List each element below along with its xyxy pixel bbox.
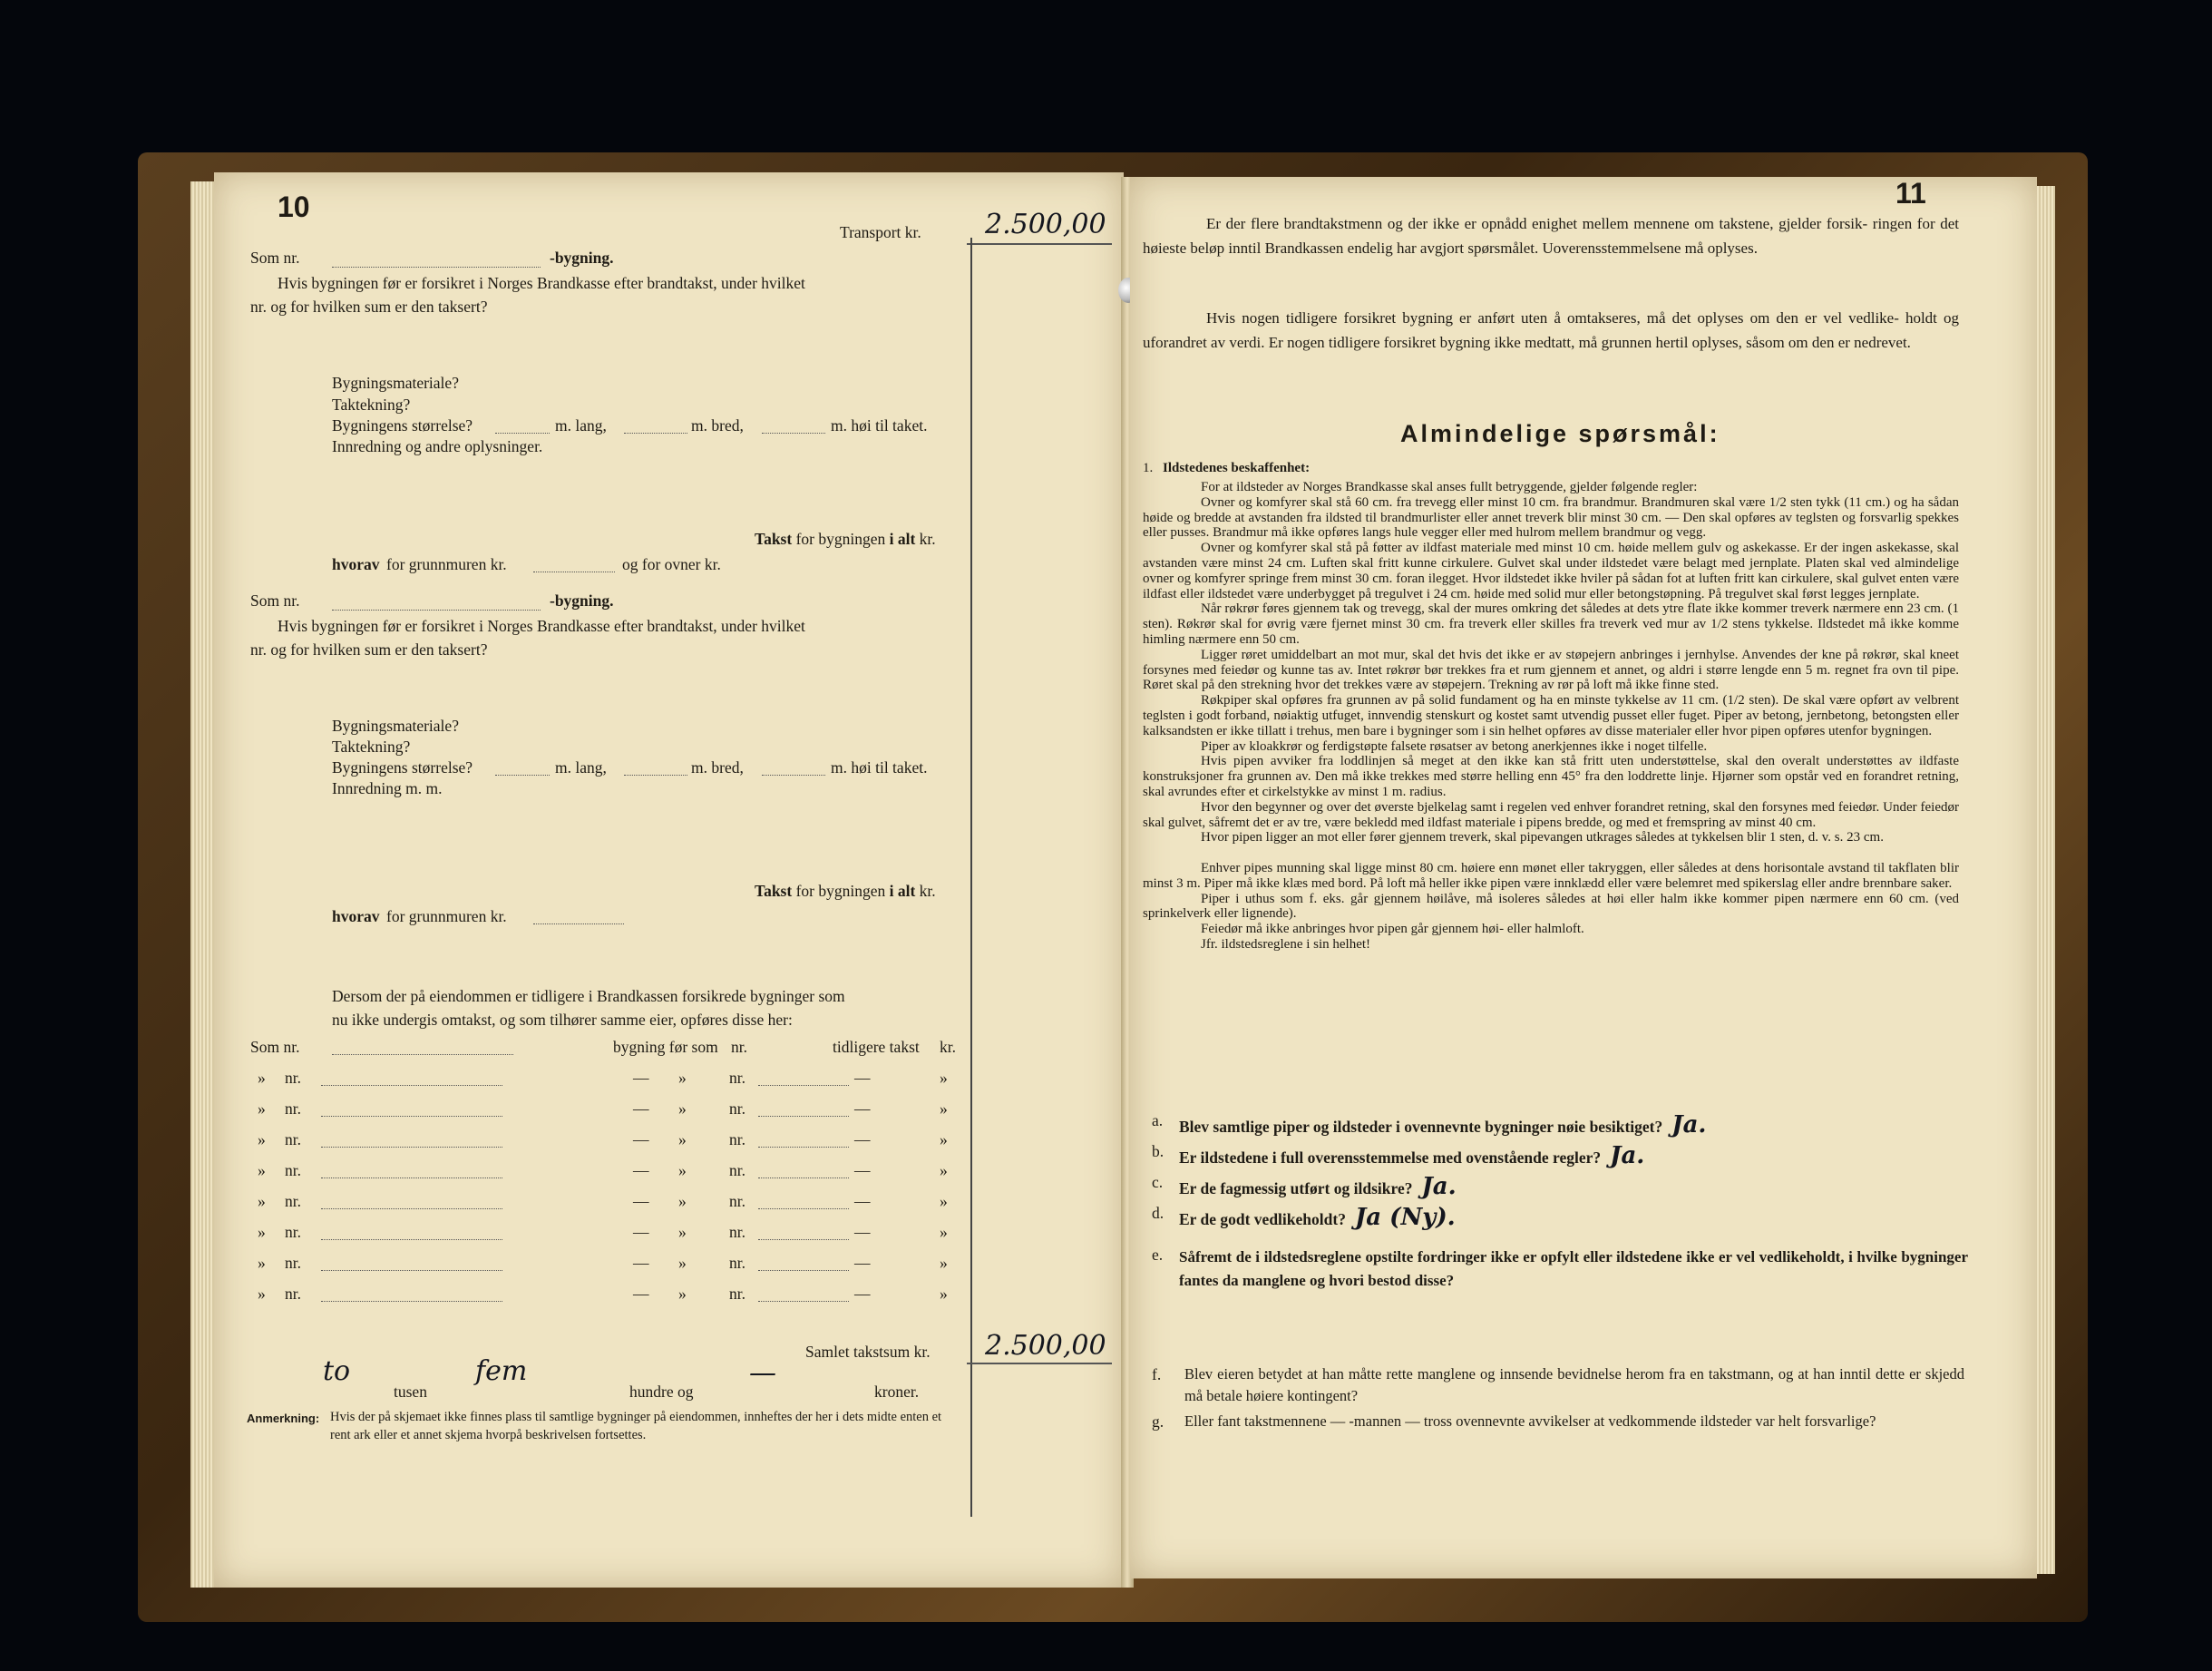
block1-bred-field bbox=[624, 433, 687, 434]
list-row-dash: — bbox=[633, 1130, 649, 1148]
block2-storrelse: Bygningens størrelse? bbox=[332, 758, 473, 777]
list-row-nr: nr. bbox=[285, 1069, 301, 1087]
list-row-field bbox=[758, 1270, 849, 1271]
question-text: Er ildstedene i full overensstemmelse med ovenstående regler? Ja. bbox=[1179, 1142, 1645, 1169]
block1-som-nr-field bbox=[332, 267, 541, 268]
list-row-quote2: » bbox=[678, 1130, 687, 1148]
list-row-nr2: nr. bbox=[729, 1130, 745, 1148]
left-page bbox=[214, 172, 1124, 1588]
list-head-kr: kr. bbox=[940, 1038, 956, 1056]
samlet-underline bbox=[967, 1363, 1112, 1364]
list-row-quote: » bbox=[258, 1130, 266, 1148]
list-row-field bbox=[321, 1147, 502, 1148]
list-row-field bbox=[758, 1085, 849, 1086]
block2-lang: m. lang, bbox=[555, 758, 607, 777]
list-row-nr: nr. bbox=[285, 1223, 301, 1241]
list-row-dash: — bbox=[633, 1223, 649, 1241]
block1-ovner: og for ovner kr. bbox=[622, 555, 721, 573]
list-row-quote: » bbox=[258, 1069, 266, 1087]
list-row-quote3: » bbox=[940, 1161, 948, 1179]
block1-lang-field bbox=[495, 433, 550, 434]
list-row-quote2: » bbox=[678, 1069, 687, 1087]
list-row-nr: nr. bbox=[285, 1161, 301, 1179]
list-row-dash2: — bbox=[854, 1192, 871, 1210]
right-page-number: 11 bbox=[1895, 177, 1926, 210]
list-row-field bbox=[758, 1116, 849, 1117]
list-row-nr2: nr. bbox=[729, 1254, 745, 1272]
list-head-som-field bbox=[332, 1054, 513, 1055]
block2-hoi-field bbox=[762, 775, 825, 776]
block2-grunnmuren-field bbox=[533, 923, 624, 924]
list-row-dash: — bbox=[633, 1285, 649, 1303]
list-row-quote2: » bbox=[678, 1254, 687, 1272]
list-row-dash: — bbox=[633, 1192, 649, 1210]
words-tusen: tusen bbox=[394, 1383, 427, 1401]
rule-paragraph: Piper i uthus som f. eks. går gjennem høilåve, må isoleres således at høi eller halm ikke kommer pipen nærmere enn 60 cm. (ved sprinkelverk eller lignende). bbox=[1143, 891, 1959, 922]
list-row-quote2: » bbox=[678, 1285, 687, 1303]
list-row-dash2: — bbox=[854, 1069, 871, 1087]
question-text: Blev samtlige piper og ildsteder i ovennevnte bygninger nøie besiktiget? Ja. bbox=[1179, 1111, 1707, 1138]
words-hundre-og: hundre og bbox=[629, 1383, 694, 1401]
list-row-nr: nr. bbox=[285, 1254, 301, 1272]
rule-paragraph: Piper av kloakkrør og ferdigstøpte falsete røsatser av betong anerkjennes ikke i noget tilfelle. bbox=[1201, 738, 1708, 754]
words-fem: fem bbox=[475, 1355, 528, 1387]
block2-bygning: -bygning. bbox=[550, 591, 614, 610]
list-row-field bbox=[758, 1147, 849, 1148]
left-page-edge bbox=[190, 181, 216, 1588]
block2-bred: m. bred, bbox=[691, 758, 744, 777]
question-f-text: Blev eieren betydet at han måtte rette manglene og innsende bevidnelse herom fra en takstmann, og at han inntil dette er skjedd må betale høiere kontingent? bbox=[1184, 1365, 1964, 1404]
block1-hoi-field bbox=[762, 433, 825, 434]
block2-bred-field bbox=[624, 775, 687, 776]
list-row-quote: » bbox=[258, 1285, 266, 1303]
question-letter: b. bbox=[1152, 1142, 1164, 1160]
list-row-quote: » bbox=[258, 1192, 266, 1210]
samlet-label: Samlet takstsum kr. bbox=[805, 1343, 931, 1361]
list-row-quote2: » bbox=[678, 1223, 687, 1241]
list-row-quote3: » bbox=[940, 1223, 948, 1241]
rule-paragraph: Hvor den begynner og over det øverste bjelkelag samt i regelen ved enhver forandret retning, skal den forsynes med feiedør. Under feiedør skal gulvet, såfremt det er av tre, være bekledd med ildfast materiale i pipens bredde, og med et fremspring av minst 40 cm. bbox=[1143, 799, 1959, 830]
list-row-nr2: nr. bbox=[729, 1285, 745, 1303]
block1-takst-kr: kr. bbox=[919, 530, 936, 548]
transport-underline bbox=[967, 243, 1112, 245]
anmerkning-line2: rent ark eller et annet skjema hvorpå beskrivelsen fortsettes. bbox=[330, 1428, 647, 1442]
block1-som-nr: Som nr. bbox=[250, 249, 300, 267]
list-row-quote: » bbox=[258, 1254, 266, 1272]
list-row-quote: » bbox=[258, 1161, 266, 1179]
words-kroner: kroner. bbox=[874, 1383, 920, 1401]
block2-takst-kr: kr. bbox=[919, 882, 936, 900]
block2-takst-word: Takst bbox=[755, 882, 793, 900]
block1-storrelse: Bygningens størrelse? bbox=[332, 416, 473, 435]
block2-hvis-line2: nr. og for hvilken sum er den taksert? bbox=[250, 640, 488, 659]
block1-grunnmuren: for grunnmuren kr. bbox=[386, 555, 507, 573]
rule-paragraph: Hvis pipen avviker fra loddlinjen så meget at den ikke kan stå fritt uten understøttelse, skal den overalt understøttes av ildfaste konstruksjoner fra grunnen av. Den må ikke trekkes med større helling enn 45° fra den loddrette linje. Hjørner som opstår ved en forandret retning, skal avrundes efter et cirkelstykke av minst 1 m. radius. bbox=[1143, 754, 1959, 799]
words-to: to bbox=[323, 1355, 351, 1387]
block1-lang: m. lang, bbox=[555, 416, 607, 435]
list-row-field bbox=[758, 1208, 849, 1209]
block2-hvorav: hvorav bbox=[332, 907, 380, 925]
list-row-field bbox=[321, 1116, 502, 1117]
list-head-bygning-for: bygning før som bbox=[613, 1038, 718, 1056]
list-row-quote3: » bbox=[940, 1099, 948, 1118]
question-answer: Ja. bbox=[1610, 1142, 1645, 1169]
list-row-quote3: » bbox=[940, 1192, 948, 1210]
question-text: Er de godt vedlikeholdt? Ja (Ny). bbox=[1179, 1204, 1456, 1231]
list-row-nr: nr. bbox=[285, 1130, 301, 1148]
list-row-field bbox=[321, 1208, 502, 1209]
amount-column-rule bbox=[970, 238, 972, 1517]
question-letter: d. bbox=[1152, 1204, 1164, 1222]
list-row-field bbox=[758, 1301, 849, 1302]
right-page bbox=[1130, 177, 2037, 1578]
block2-som-nr: Som nr. bbox=[250, 591, 300, 610]
list-row-dash2: — bbox=[854, 1285, 871, 1303]
block2-lang-field bbox=[495, 775, 550, 776]
list-row-field bbox=[321, 1270, 502, 1271]
intro-paragraph-1: Er der flere brandtakstmenn og der ikke er opnådd enighet mellem mennene om takstene, gjelder forsik- ringen for det høieste beløp inntil Brandkassen endelig har avgjort spørsmålet. Uoverensstemmelsene må oplyses. bbox=[1143, 215, 1959, 257]
section-title: Ildstedenes beskaffenhet: bbox=[1163, 461, 1311, 475]
block1-hvis-line2: nr. og for hvilken sum er den taksert? bbox=[250, 298, 488, 316]
anmerkning-line1: Hvis der på skjemaet ikke finnes plass til samtlige bygninger på eiendommen, innheftes der her i dets midte enten et bbox=[330, 1410, 942, 1424]
list-row-dash2: — bbox=[854, 1161, 871, 1179]
block2-hoi: m. høi til taket. bbox=[831, 758, 928, 777]
list-row-dash: — bbox=[633, 1069, 649, 1087]
list-row-field bbox=[758, 1239, 849, 1240]
block1-takst-ialt: i alt bbox=[889, 530, 916, 548]
list-row-nr2: nr. bbox=[729, 1223, 745, 1241]
question-answer: Ja. bbox=[1421, 1173, 1457, 1200]
list-row-quote3: » bbox=[940, 1130, 948, 1148]
block1-hvorav: hvorav bbox=[332, 555, 380, 573]
block1-takst-label bbox=[755, 530, 936, 549]
rule-paragraph: Ovner og komfyrer skal stå 60 cm. fra trevegg eller minst 10 cm. fra brandmur. Brandmuren skal være 1/2 sten tykk (11 cm.) og ha sådan høide og bredde at avstanden fra ildsted til brandmurlister eller annet treverk blir minst 30 cm. — Den skal opføres av teglsten og forsvarlig spekkes eller pusses. Brandmur må ikke opføres langs hule vegger eller med hulrom mellem brandmur og vegg. bbox=[1143, 494, 1959, 541]
list-row-nr2: nr. bbox=[729, 1161, 745, 1179]
block1-hvis-line1: Hvis bygningen før er forsikret i Norges Brandkasse efter brandtakst, under hvilket bbox=[278, 274, 805, 292]
list-row-quote: » bbox=[258, 1223, 266, 1241]
block2-innredning: Innredning m. m. bbox=[332, 779, 443, 797]
list-row-quote2: » bbox=[678, 1099, 687, 1118]
block2-material: Bygningsmateriale? bbox=[332, 717, 459, 735]
list-head-som-nr: Som nr. bbox=[250, 1038, 300, 1056]
list-row-nr2: nr. bbox=[729, 1192, 745, 1210]
list-head-tidligere: tidligere takst bbox=[833, 1038, 920, 1056]
general-questions-heading: Almindelige spørsmål: bbox=[1400, 420, 1720, 447]
rule-paragraph: Enhver pipes munning skal ligge minst 80 cm. høiere enn mønet eller takryggen, eller således at dens horisontale avstand til takflaten blir minst 3 m. Piper må ikke klæs med bord. På loft må heller ikke pipen være innklædd eller være belemret med spikerslag eller andre brennbare saker. bbox=[1143, 861, 1959, 891]
block1-bygning: -bygning. bbox=[550, 249, 614, 267]
list-row-nr: nr. bbox=[285, 1099, 301, 1118]
list-row-dash2: — bbox=[854, 1130, 871, 1148]
question-f-letter: f. bbox=[1152, 1365, 1162, 1383]
block1-innredning: Innredning og andre oplysninger. bbox=[332, 437, 543, 455]
list-row-dash2: — bbox=[854, 1223, 871, 1241]
list-row-quote2: » bbox=[678, 1192, 687, 1210]
section-number: 1. bbox=[1143, 461, 1154, 475]
list-row-quote3: » bbox=[940, 1069, 948, 1087]
list-row-field bbox=[321, 1239, 502, 1240]
block1-takst-for: for bygningen bbox=[795, 530, 886, 548]
question-letter: e. bbox=[1152, 1246, 1164, 1264]
rule-paragraph: For at ildsteder av Norges Brandkasse skal anses fullt betryggende, gjelder følgende regler: bbox=[1201, 480, 1698, 494]
list-row-nr: nr. bbox=[285, 1285, 301, 1303]
list-row-nr: nr. bbox=[285, 1192, 301, 1210]
dersom-line1: Dersom der på eiendommen er tidligere i Brandkassen forsikrede bygninger som bbox=[332, 987, 845, 1005]
rule-paragraph: Ligger røret umiddelbart an mot mur, skal det hvis det ikke er av støpejern anbringes i jernhylse. Anvendes der kne på røkrør, skal kneet forsynes med feiedør og kunne tas av. Intet røkrør bør trekkes fra et rum gjennem et annet, og aldri i større lengde enn 5 m. regnet fra ovn til pipe. Røret skal på den strekning hvor det trekkes være av støpejern. Trekning av rør på loft må ikke finne sted. bbox=[1143, 647, 1959, 693]
left-page-number: 10 bbox=[278, 191, 310, 223]
list-row-nr2: nr. bbox=[729, 1069, 745, 1087]
intro-paragraph-2: Hvis nogen tidligere forsikret bygning er anført uten å omtakseres, må det oplyses om den er vel vedlike- holdt og uforandret av verdi. Er nogen tidligere forsikret bygning ikke medtatt, må grunnen hertil oplyses, såsom om den er nedrevet. bbox=[1143, 309, 1959, 351]
question-g-text: Eller fant takstmennene — -mannen — tross ovennevnte avvikelser at vedkommende ildsteder var helt forsvarlige? bbox=[1184, 1412, 1876, 1430]
list-row-field bbox=[321, 1085, 502, 1086]
list-row-field bbox=[321, 1301, 502, 1302]
transport-value: 2.500,00 bbox=[985, 209, 1106, 240]
question-g-letter: g. bbox=[1152, 1412, 1164, 1431]
block2-taktekning: Taktekning? bbox=[332, 738, 411, 756]
block1-taktekning: Taktekning? bbox=[332, 396, 411, 414]
rule-paragraph: Når røkrør føres gjennem tak og trevegg, skal der mures omkring det således at dets ytre flate ikke kommer treverk nærmere enn 23 cm. (1 sten). Røkrør skal for øvrig være fjernet minst 30 cm. fra treverk eller skilles fra treverk ved mur av 1/2 stens tykkelse. Ildstedet må ikke komme himling nærmere enn 50 cm. bbox=[1143, 601, 1959, 647]
block1-hoi: m. høi til taket. bbox=[831, 416, 928, 435]
block2-hvis-line1: Hvis bygningen før er forsikret i Norges Brandkasse efter brandtakst, under hvilket bbox=[278, 617, 805, 635]
question-letter: a. bbox=[1152, 1111, 1164, 1129]
list-row-quote: » bbox=[258, 1099, 266, 1118]
right-page-edge bbox=[2035, 186, 2055, 1574]
rule-paragraph: Røkpiper skal opføres fra grunnen av på solid fundament og ha en minste tykkelse av 11 cm. (1/2 sten). De skal være opført av velbrent teglsten i godt forband, nøiaktig utfuget, innvendig stenskurt og kostet samt utvendig pusset eller fuget. Piper av betong, jernbetong, betongsten eller kalksandsten er ikke tillatt i trehus, men bare i bygninger som i sin helhet opføres av disse materialer eller hvor pipen opføres utenfor bygningen. bbox=[1143, 693, 1959, 738]
list-row-quote3: » bbox=[940, 1254, 948, 1272]
question-text: Er de fagmessig utført og ildsikre? Ja. bbox=[1179, 1173, 1457, 1200]
list-row-quote2: » bbox=[678, 1161, 687, 1179]
list-row-dash: — bbox=[633, 1161, 649, 1179]
question-answer: Ja. bbox=[1671, 1111, 1707, 1138]
block1-material: Bygningsmateriale? bbox=[332, 374, 459, 392]
question-answer: Ja (Ny). bbox=[1354, 1204, 1456, 1231]
list-row-dash: — bbox=[633, 1254, 649, 1272]
list-row-dash2: — bbox=[854, 1254, 871, 1272]
block1-takst-word: Takst bbox=[755, 530, 793, 548]
list-row-nr2: nr. bbox=[729, 1099, 745, 1118]
dersom-line2: nu ikke undergis omtakst, og som tilhører samme eier, opføres disse her: bbox=[332, 1011, 793, 1029]
question-text: Såfremt de i ildstedsreglene opstilte fordringer ikke er opfylt eller ildstedene ikke er vel vedlikeholdt, i hvilke bygninger fantes da manglene og hvori bestod disse? bbox=[1179, 1248, 1968, 1289]
samlet-value: 2.500,00 bbox=[985, 1330, 1106, 1362]
block1-bred: m. bred, bbox=[691, 416, 744, 435]
block2-grunnmuren: for grunnmuren kr. bbox=[386, 907, 507, 925]
list-row-dash: — bbox=[633, 1099, 649, 1118]
list-row-dash2: — bbox=[854, 1099, 871, 1118]
words-dash: — bbox=[749, 1357, 776, 1389]
rule-paragraph: Hvor pipen ligger an mot eller fører gjennem treverk, skal pipevangen utkrages således at tykkelsen blir 1 sten, d. v. s. 23 cm. bbox=[1201, 830, 1884, 845]
block2-som-nr-field bbox=[332, 610, 541, 611]
anmerkning-label: Anmerkning: bbox=[247, 1412, 320, 1425]
rule-paragraph: Ovner og komfyrer skal stå på føtter av ildfast materiale med minst 10 cm. høide mellem gulv og askekasse. Er der ingen askekasse, skal avstanden være minst 24 cm. Luften skal fritt kunne cirkulere. Gulvet skal under ildstedet være belagt med jernplate. Platen skal ved almindelige ovner og komfyrer springe frem minst 30 cm. foran ilegget. Hvor ildstedet ikke hviler på sådan fot at luften fritt kan cirkulere, skal gulvet enten være ildfast eller ildstedet være underbygget på tregulvet i 24 cm. høide med solid mur eller betongstøpning. På tregulvet skal først legges jernplate. bbox=[1143, 541, 1959, 601]
rule-paragraph: Feiedør må ikke anbringes hvor pipen går gjennem høi- eller halmloft. bbox=[1201, 922, 1584, 937]
transport-label: Transport kr. bbox=[840, 223, 921, 241]
list-row-quote3: » bbox=[940, 1285, 948, 1303]
rule-paragraph: Jfr. ildstedsreglene i sin helhet! bbox=[1201, 937, 1371, 952]
block2-takst-label bbox=[755, 882, 936, 901]
question-letter: c. bbox=[1152, 1173, 1164, 1191]
block2-takst-for: for bygningen bbox=[795, 882, 886, 900]
block2-takst-ialt: i alt bbox=[889, 882, 916, 900]
list-head-nr: nr. bbox=[731, 1038, 747, 1056]
